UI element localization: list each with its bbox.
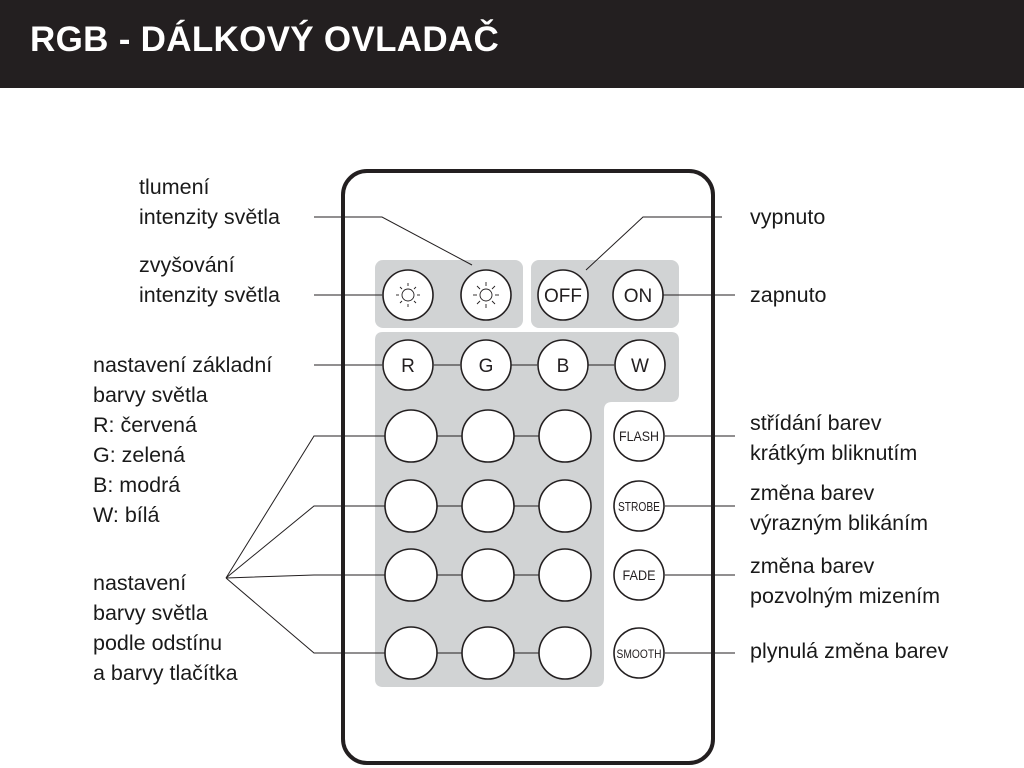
- color-button-3-1[interactable]: [385, 549, 437, 601]
- label-smooth-line1: plynulá změna barev: [750, 639, 949, 663]
- color-button-4-3[interactable]: [539, 627, 591, 679]
- label-shade-line2: barvy světla: [93, 601, 208, 625]
- fade-button-label: FADE: [622, 567, 656, 583]
- label-brightness: [139, 250, 280, 310]
- label-basic-colors: [93, 350, 272, 530]
- color-button-3-2[interactable]: [462, 549, 514, 601]
- label-off: vypnuto: [750, 205, 826, 229]
- label-on: zapnuto: [750, 283, 827, 307]
- label-flash-line2: krátkým bliknutím: [750, 441, 918, 465]
- brightness-up-button[interactable]: [461, 270, 511, 320]
- off-button[interactable]: [538, 270, 588, 320]
- label-dim-line2: intenzity světla: [139, 205, 281, 229]
- off-button-label: OFF: [544, 286, 582, 307]
- w-button[interactable]: [615, 340, 665, 390]
- label-basic-line4: G: zelená: [93, 443, 186, 467]
- label-basic-line6: W: bílá: [93, 503, 160, 527]
- dim-down-button[interactable]: [383, 270, 433, 320]
- on-button[interactable]: [613, 270, 663, 320]
- label-basic-line3: R: červená: [93, 413, 197, 437]
- g-button-label: G: [478, 356, 494, 377]
- r-button-label: R: [401, 356, 415, 377]
- label-smooth: [750, 636, 948, 666]
- label-fade-line1: změna barev: [750, 554, 875, 578]
- label-shade-line4: a barvy tlačítka: [93, 661, 238, 685]
- color-button-3-3[interactable]: [539, 549, 591, 601]
- label-strobe-line1: změna barev: [750, 481, 875, 505]
- label-dim-line1: tlumení: [139, 175, 210, 199]
- strobe-button[interactable]: [614, 481, 664, 531]
- label-shade-line1: nastavení: [93, 571, 187, 595]
- fade-button[interactable]: [614, 550, 664, 600]
- label-strobe: [750, 478, 928, 538]
- label-bright-line1: zvyšování: [139, 253, 235, 277]
- r-button[interactable]: [383, 340, 433, 390]
- page-title: RGB - DÁLKOVÝ OVLADAČ: [30, 20, 500, 59]
- label-basic-line2: barvy světla: [93, 383, 208, 407]
- flash-button-label: FLASH: [619, 429, 659, 444]
- label-shade-line3: podle odstínu: [93, 631, 223, 655]
- smooth-button-label: SMOOTH: [616, 647, 662, 661]
- label-shade: [93, 568, 238, 688]
- label-dim: [139, 172, 280, 232]
- smooth-button[interactable]: [614, 628, 664, 678]
- on-button-label: ON: [623, 286, 653, 307]
- label-fade-line2: pozvolným mizením: [750, 584, 940, 608]
- b-button-label: B: [556, 356, 570, 377]
- label-basic-line5: B: modrá: [93, 473, 181, 497]
- b-button[interactable]: [538, 340, 588, 390]
- color-button-1-2[interactable]: [462, 410, 514, 462]
- flash-button[interactable]: [614, 411, 664, 461]
- color-button-4-1[interactable]: [385, 627, 437, 679]
- color-button-2-1[interactable]: [385, 480, 437, 532]
- label-bright-line2: intenzity světla: [139, 283, 281, 307]
- label-strobe-line2: výrazným blikáním: [750, 511, 929, 535]
- color-button-4-2[interactable]: [462, 627, 514, 679]
- g-button[interactable]: [461, 340, 511, 390]
- color-button-1-1[interactable]: [385, 410, 437, 462]
- label-basic-line1: nastavení základní: [93, 353, 273, 377]
- label-fade: [750, 551, 940, 611]
- strobe-button-label: STROBE: [618, 500, 660, 514]
- label-flash-line1: střídání barev: [750, 411, 882, 435]
- color-button-2-2[interactable]: [462, 480, 514, 532]
- label-flash: [750, 408, 917, 468]
- w-button-label: W: [631, 356, 649, 377]
- color-button-1-3[interactable]: [539, 410, 591, 462]
- color-button-2-3[interactable]: [539, 480, 591, 532]
